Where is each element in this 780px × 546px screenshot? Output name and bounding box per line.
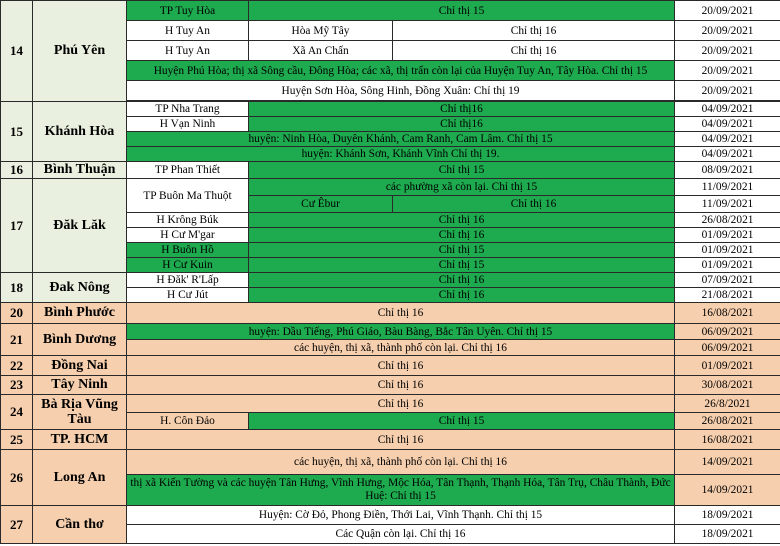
date: 26/08/2021 <box>675 413 780 430</box>
directive: các phường xã còn lại. Chỉ thị 15 <box>249 179 675 196</box>
unit-name: H Buôn Hồ <box>127 243 249 258</box>
province-name: Đak Nông <box>33 273 127 303</box>
row-number: 22 <box>1 356 33 376</box>
unit-name: TP Buôn Ma Thuột <box>127 179 249 213</box>
date: 04/09/2021 <box>675 117 780 132</box>
date: 06/09/2021 <box>675 340 780 356</box>
sub-area: Cư Êbur <box>249 196 393 213</box>
row-number: 16 <box>1 162 33 179</box>
date: 18/09/2021 <box>675 525 780 544</box>
province-name: Long An <box>33 450 127 506</box>
unit-name: TP Phan Thiết <box>127 162 249 179</box>
date: 20/09/2021 <box>675 81 780 101</box>
province-name: Đăk Lăk <box>33 179 127 273</box>
area-directive: Chỉ thị 16 <box>127 303 675 324</box>
date: 14/09/2021 <box>675 475 780 506</box>
row-number: 14 <box>1 1 33 102</box>
date: 11/09/2021 <box>675 196 780 213</box>
directive: Chỉ thị 16 <box>393 196 675 213</box>
area-directive: các huyện, thị xã, thành phố còn lại. Chỉ thị 16 <box>127 450 675 475</box>
table-row <box>1 450 780 475</box>
unit-name: H Krông Búk <box>127 213 249 228</box>
row-number: 24 <box>1 395 33 430</box>
province-name: Bà Rịa Vũng Tàu <box>33 395 127 430</box>
directive: Chỉ thị 16 <box>249 288 675 303</box>
table-row <box>1 179 780 196</box>
row-number: 26 <box>1 450 33 506</box>
area-directive: huyện: Dầu Tiếng, Phú Giáo, Bàu Bàng, Bắc Tân Uyên. Chỉ thị 15 <box>127 324 675 340</box>
area-directive: Chỉ thị 16 <box>127 430 675 450</box>
area-directive: Huyện Phú Hòa; thị xã Sông cầu, Đông Hòa; các xã, thị trấn còn lại của Huyện Tuy An, Tây Hòa. Chỉ thị 15 <box>127 61 675 81</box>
date: 01/09/2021 <box>675 228 780 243</box>
unit-name: H Đăk' R'Lấp <box>127 273 249 288</box>
directive: Chỉ thị 15 <box>249 413 675 430</box>
date: 11/09/2021 <box>675 179 780 196</box>
table-row <box>1 356 780 376</box>
directive: Chỉ thị 16 <box>393 21 675 41</box>
date: 20/09/2021 <box>675 21 780 41</box>
table-row <box>1 162 780 179</box>
province-name: Khánh Hòa <box>33 102 127 162</box>
unit-name: H Tuy An <box>127 41 249 61</box>
province-name: Tây Ninh <box>33 376 127 395</box>
row-number: 15 <box>1 102 33 162</box>
row-number: 23 <box>1 376 33 395</box>
directive: Chỉ thị 15 <box>249 1 675 21</box>
date: 04/09/2021 <box>675 132 780 147</box>
unit-name: H Cư Kuin <box>127 258 249 273</box>
unit-name: TP Nha Trang <box>127 102 249 117</box>
directive: Chỉ thị 15 <box>249 162 675 179</box>
area-directive: Chỉ thị 16 <box>127 395 675 413</box>
date: 26/8/2021 <box>675 395 780 413</box>
table-row <box>1 303 780 324</box>
unit-name: H Cư Jút <box>127 288 249 303</box>
row-number: 17 <box>1 179 33 273</box>
sub-area: Xã An Chấn <box>249 41 393 61</box>
directive: Chỉ thị 16 <box>249 273 675 288</box>
area-directive: Huyện Sơn Hòa, Sông Hinh, Đồng Xuân: Chỉ thị 19 <box>127 81 675 101</box>
province-name: Bình Phước <box>33 303 127 324</box>
date: 01/09/2021 <box>675 243 780 258</box>
province-name: Đồng Nai <box>33 356 127 376</box>
table-row <box>1 102 780 117</box>
date: 26/08/2021 <box>675 213 780 228</box>
date: 16/08/2021 <box>675 303 780 324</box>
area-directive: Chỉ thị 16 <box>127 376 675 395</box>
area-directive: thị xã Kiến Tường và các huyện Tân Hưng, Vĩnh Hưng, Mộc Hóa, Tân Thạnh, Thạnh Hóa, Tân Trụ, Châu Thành, Đức Huệ: Chỉ thị 15 <box>127 475 675 506</box>
row-number: 25 <box>1 430 33 450</box>
unit-name: H Vạn Ninh <box>127 117 249 132</box>
row-number: 20 <box>1 303 33 324</box>
directive: Chỉ thị16 <box>249 117 675 132</box>
row-number: 27 <box>1 506 33 544</box>
directive: Chỉ thị 16 <box>249 213 675 228</box>
date: 16/08/2021 <box>675 430 780 450</box>
directive: Chỉ thị 16 <box>393 41 675 61</box>
row-number: 21 <box>1 324 33 356</box>
table-row <box>1 1 780 21</box>
table-row <box>1 395 780 413</box>
date: 04/09/2021 <box>675 102 780 117</box>
directive: Chỉ thị16 <box>249 102 675 117</box>
date: 01/09/2021 <box>675 356 780 376</box>
date: 14/09/2021 <box>675 450 780 475</box>
directive: Chỉ thị 15 <box>249 243 675 258</box>
date: 20/09/2021 <box>675 1 780 21</box>
unit-name: H. Côn Đảo <box>127 413 249 430</box>
date: 20/09/2021 <box>675 41 780 61</box>
area-directive: huyện: Ninh Hòa, Duyên Khánh, Cam Ranh, Cam Lâm. Chỉ thị 15 <box>127 132 675 147</box>
directive: Chỉ thị 15 <box>249 258 675 273</box>
area-directive: Chỉ thị 16 <box>127 356 675 376</box>
province-name: Cần thơ <box>33 506 127 544</box>
sub-area: Hòa Mỹ Tây <box>249 21 393 41</box>
date: 08/09/2021 <box>675 162 780 179</box>
date: 20/09/2021 <box>675 61 780 81</box>
unit-name: H Cư M'gar <box>127 228 249 243</box>
area-directive: Các Quận còn lại. Chỉ thị 16 <box>127 525 675 544</box>
province-name: Bình Thuận <box>33 162 127 179</box>
province-name: TP. HCM <box>33 430 127 450</box>
table-row <box>1 324 780 340</box>
date: 18/09/2021 <box>675 506 780 525</box>
row-number: 18 <box>1 273 33 303</box>
table-row <box>1 430 780 450</box>
directive: Chỉ thị 16 <box>249 228 675 243</box>
province-name: Phú Yên <box>33 1 127 102</box>
area-directive: huyện: Khánh Sơn, Khánh Vĩnh Chỉ thị 19. <box>127 147 675 162</box>
unit-name: TP Tuy Hòa <box>127 1 249 21</box>
date: 01/09/2021 <box>675 258 780 273</box>
area-directive: Huyện: Cờ Đỏ, Phong Điền, Thới Lai, Vĩnh Thạnh. Chỉ thị 15 <box>127 506 675 525</box>
date: 07/09/2021 <box>675 273 780 288</box>
table-row <box>1 506 780 525</box>
province-name: Bình Dương <box>33 324 127 356</box>
area-directive: các huyện, thị xã, thành phố còn lại. Chỉ thị 16 <box>127 340 675 356</box>
table-row <box>1 376 780 395</box>
date: 21/08/2021 <box>675 288 780 303</box>
date: 30/08/2021 <box>675 376 780 395</box>
date: 04/09/2021 <box>675 147 780 162</box>
unit-name: H Tuy An <box>127 21 249 41</box>
table-row <box>1 273 780 288</box>
date: 06/09/2021 <box>675 324 780 340</box>
